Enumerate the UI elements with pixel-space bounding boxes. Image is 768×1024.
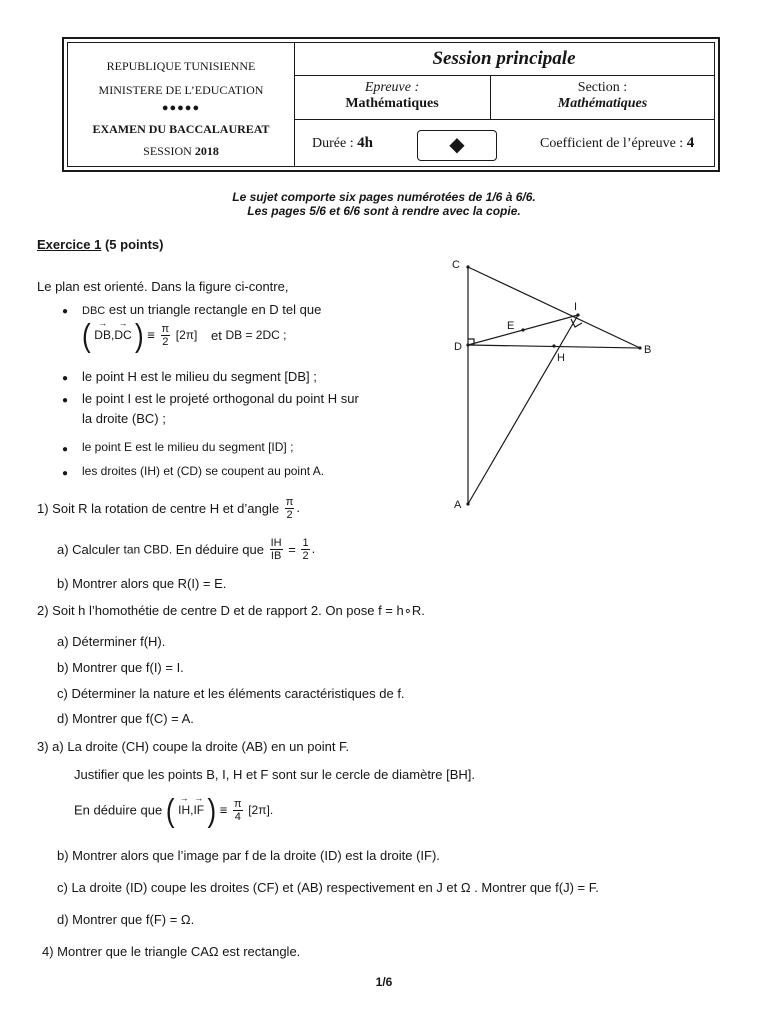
epreuve-label: Epreuve :: [364, 80, 420, 95]
vector-IH: → IH: [178, 803, 190, 817]
label-C: C: [452, 259, 460, 271]
header-duration-row: [294, 120, 714, 166]
country-label: REPUBLIQUE TUNISIENNE: [106, 59, 256, 73]
section-cell: [491, 76, 714, 119]
duration-field: [312, 135, 373, 152]
geometry-figure: [440, 250, 670, 520]
angle-condition: ( → DB,→ DC ) ≡ $\frac{\pi}{2}$ [2π] et DB = 2DC ;: [82, 322, 286, 348]
point-C: [466, 265, 469, 268]
line-CB: [468, 267, 640, 348]
label-D: D: [454, 341, 462, 353]
bullet-dot: ●: [62, 306, 69, 317]
point-E: [521, 328, 524, 331]
question-2a: a) Déterminer f(H).: [57, 634, 166, 649]
exercise-heading: [37, 237, 163, 252]
exam-label: EXAMEN DU BACCALAUREAT: [92, 122, 270, 136]
epreuve-value: Mathématiques: [345, 96, 439, 111]
exercise-lead: Le plan est orienté. Dans la figure ci-contre,: [37, 279, 289, 294]
dots-separator: ●●●●●: [161, 102, 201, 114]
exam-header-inner: [67, 42, 715, 167]
duration-label: Durée :: [312, 136, 354, 151]
epreuve-cell: [294, 76, 491, 119]
intro-line-2: Les pages 5/6 et 6/6 sont à rendre avec la copie.: [247, 204, 521, 218]
question-2b: b) Montrer que f(I) = I.: [57, 660, 184, 675]
header-subject-row: [294, 76, 714, 120]
intro-line-1: Le sujet comporte six pages numérotées de 1/6 à 6/6.: [232, 190, 536, 204]
length-relation: DB = 2DC ;: [225, 328, 287, 342]
diamond-icon: ◆: [449, 134, 465, 156]
question-4: 4) Montrer que le triangle CAΩ est rectangle.: [42, 944, 301, 959]
point-A: [466, 502, 469, 505]
question-2d: d) Montrer que f(C) = A.: [57, 711, 194, 726]
question-1: 1) Soit R la rotation de centre H et d’angle $\frac{\pi}{2}$ .: [37, 496, 300, 521]
vector-IF: → IF: [193, 803, 204, 817]
coefficient-label: Coefficient de l’épreuve :: [540, 136, 684, 151]
coefficient-field: [540, 135, 694, 152]
question-2: 2) Soit h l’homothétie de centre D et de rapport 2. On pose f = h∘R.: [37, 603, 425, 618]
question-3b: b) Montrer alors que l’image par f de la droite (ID) est la droite (IF).: [57, 848, 440, 863]
point-I: [576, 313, 579, 316]
bullet-projection-I-line2: la droite (BC) ;: [82, 411, 166, 426]
vector-DC: → DC: [114, 328, 131, 342]
question-1b: b) Montrer alors que R(I) = E.: [57, 576, 227, 591]
diamond-box: [417, 130, 497, 161]
label-B: B: [644, 344, 652, 356]
point-B: [638, 346, 641, 349]
question-3a-line2: Justifier que les points B, I, H et F sont sur le cercle de diamètre [BH].: [74, 767, 476, 782]
bullet-midpoint-H: le point H est le milieu du segment [DB] ;: [82, 369, 317, 384]
label-H: H: [557, 352, 565, 364]
label-I: I: [574, 301, 578, 313]
bullet-intersection-A: les droites (IH) et (CD) se coupent au point A.: [82, 464, 325, 478]
question-1a: a) Calculer tan CBD. En déduire que $\frac{IH}{IB}$ = $\frac{1}{2}$ .: [57, 537, 316, 562]
question-3a: 3) a) La droite (CH) coupe la droite (AB) en un point F.: [37, 739, 350, 754]
coefficient-value: 4: [686, 135, 695, 151]
exam-header-table: [62, 37, 720, 172]
ministry-label: MINISTERE DE L’EDUCATION: [98, 83, 264, 97]
angle-fraction: $\frac{\pi}{2}$: [161, 322, 170, 348]
page-number: 1/6: [375, 975, 393, 989]
bullet-triangle-def: DBC est un triangle rectangle en D tel que: [82, 302, 322, 317]
tan-expression: tan CBD.: [123, 542, 173, 557]
question-2c: c) Déterminer la nature et les éléments caractéristiques de f.: [57, 686, 405, 701]
bullet-midpoint-E: le point E est le milieu du segment [ID] ;: [82, 440, 294, 454]
line-AI: [468, 315, 578, 504]
exercise-points: (5 points): [104, 237, 164, 252]
exercise-title: Exercice 1: [37, 237, 102, 252]
session-title: Session principale: [294, 43, 714, 76]
duration-value: 4h: [357, 135, 373, 151]
header-institution-cell: [68, 43, 295, 166]
point-D: [466, 343, 469, 346]
bullet-projection-I: le point I est le projeté orthogonal du point H sur: [82, 391, 359, 406]
vector-DB: → DB: [94, 328, 111, 342]
question-3a-line3: En déduire que ( → IH,→ IF ) ≡ $\frac{\pi}{4}$ [2π].: [74, 797, 273, 823]
section-value: Mathématiques: [557, 96, 648, 111]
question-3c: c) La droite (ID) coupe les droites (CF) et (AB) respectivement en J et Ω . Montrer que f(J) = F.: [57, 880, 599, 895]
label-E: E: [507, 320, 515, 332]
point-H: [552, 344, 555, 347]
section-label: Section :: [577, 80, 628, 95]
session-year-label: SESSION 2018: [143, 144, 219, 158]
question-3d: d) Montrer que f(F) = Ω.: [57, 912, 195, 927]
label-A: A: [454, 499, 462, 511]
